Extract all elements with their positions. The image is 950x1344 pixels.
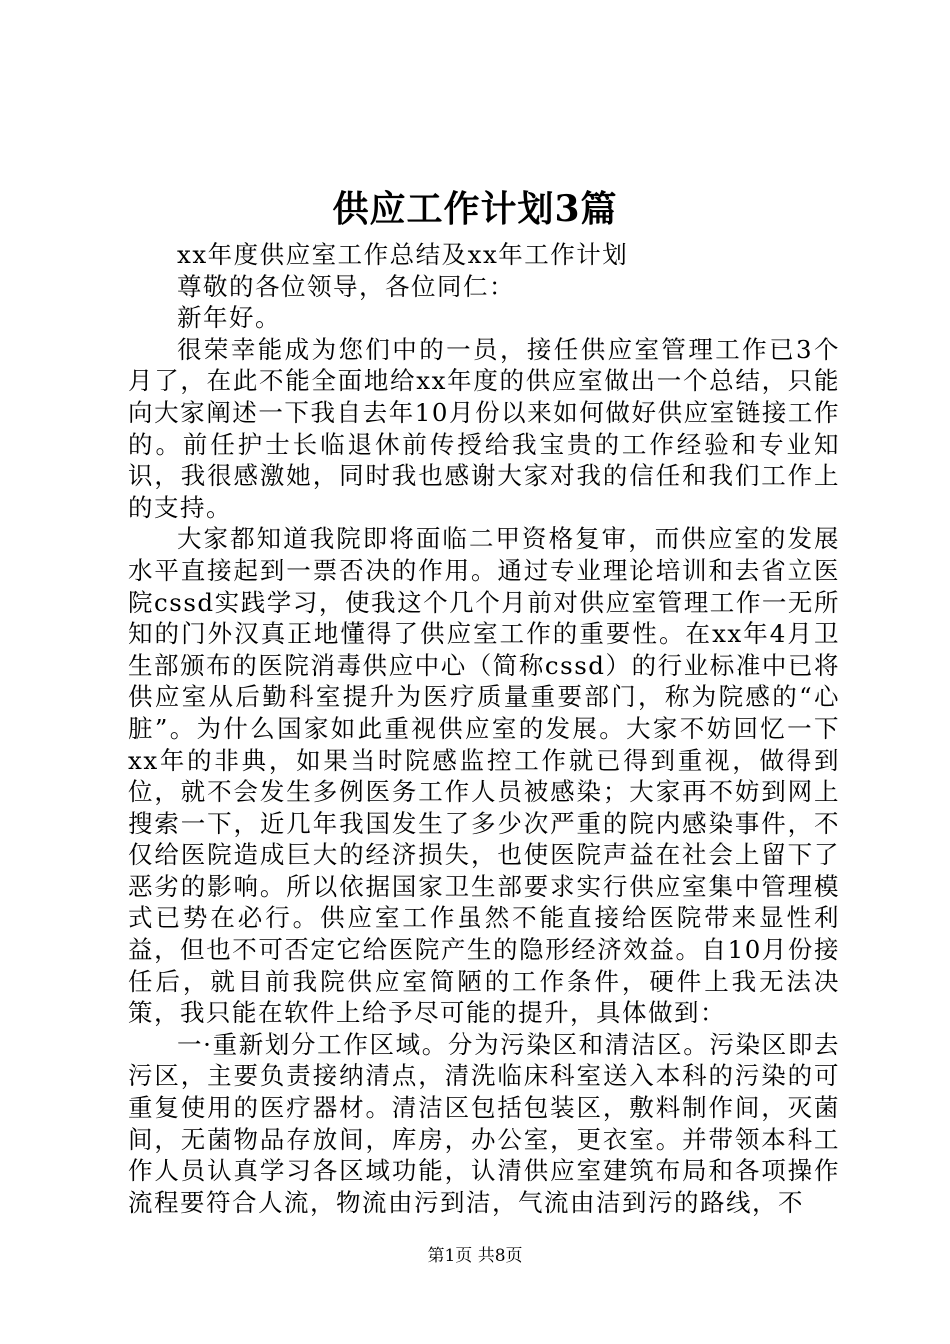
paragraph-item-one: 一·重新划分工作区域。分为污染区和清洁区。污染区即去污区，主要负责接纳清点，清洗临床科室送入本科的污染的可重复使用的医疗器材。清洁区包括包装区，敷料制作间，灭菌间，无菌物品存放间，库房，办公室，更衣室。并带领本科工作人员认真学习各区域功能，认清供应室建筑布局和各项操作流程要符合人流，物流由污到洁，气流由洁到污的路线，不 [128,1029,840,1217]
paragraph-greeting: 新年好。 [177,303,281,333]
paragraph-intro: 很荣幸能成为您们中的一员，接任供应室管理工作已3个月了，在此不能全面地给xx年度的供应室做出一个总结，只能向大家阐述一下我自去年10月份以来如何做好供应室链接工作的。前任护士长临退休前传授给我宝贵的工作经验和专业知识，我很感激她，同时我也感谢大家对我的信任和我们工作上的支持。 [128,334,840,522]
page-footer: 第1页 共8页 [427,1246,523,1266]
paragraph-salutation: 尊敬的各位领导，各位同仁： [177,271,515,301]
document-title: 供应工作计划3篇 [332,188,618,230]
paragraph-background: 大家都知道我院即将面临二甲资格复审，而供应室的发展水平直接起到一票否决的作用。通过专业理论培训和去省立医院cssd实践学习，使我这个几个月前对供应室管理工作一无所知的门外汉真正地懂得了供应室工作的重要性。在xx年4月卫生部颁布的医院消毒供应中心（简称cssd）的行业标准中已将供应室从后勤科室提升为医疗质量重要部门，称为院感的“心脏”。为什么国家如此重视供应室的发展。大家不妨回忆一下xx年的非典，如果当时院感监控工作就已得到重视，做得到位，就不会发生多例医务工作人员被感染；大家再不妨到网上搜索一下，近几年我国发生了多少次严重的院内感染事件，不仅给医院造成巨大的经济损失，也使医院声益在社会上留下了恶劣的影响。所以依据国家卫生部要求实行供应室集中管理模式已势在必行。供应室工作虽然不能直接给医院带来显性利益，但也不可否定它给医院产生的隐形经济效益。自10月份接任后，就目前我院供应室简陋的工作条件，硬件上我无法决策，我只能在软件上给予尽可能的提升，具体做到： [128,524,840,1028]
document-body [128,239,840,1218]
paragraph-subtitle: xx年度供应室工作总结及xx年工作计划 [177,240,629,269]
